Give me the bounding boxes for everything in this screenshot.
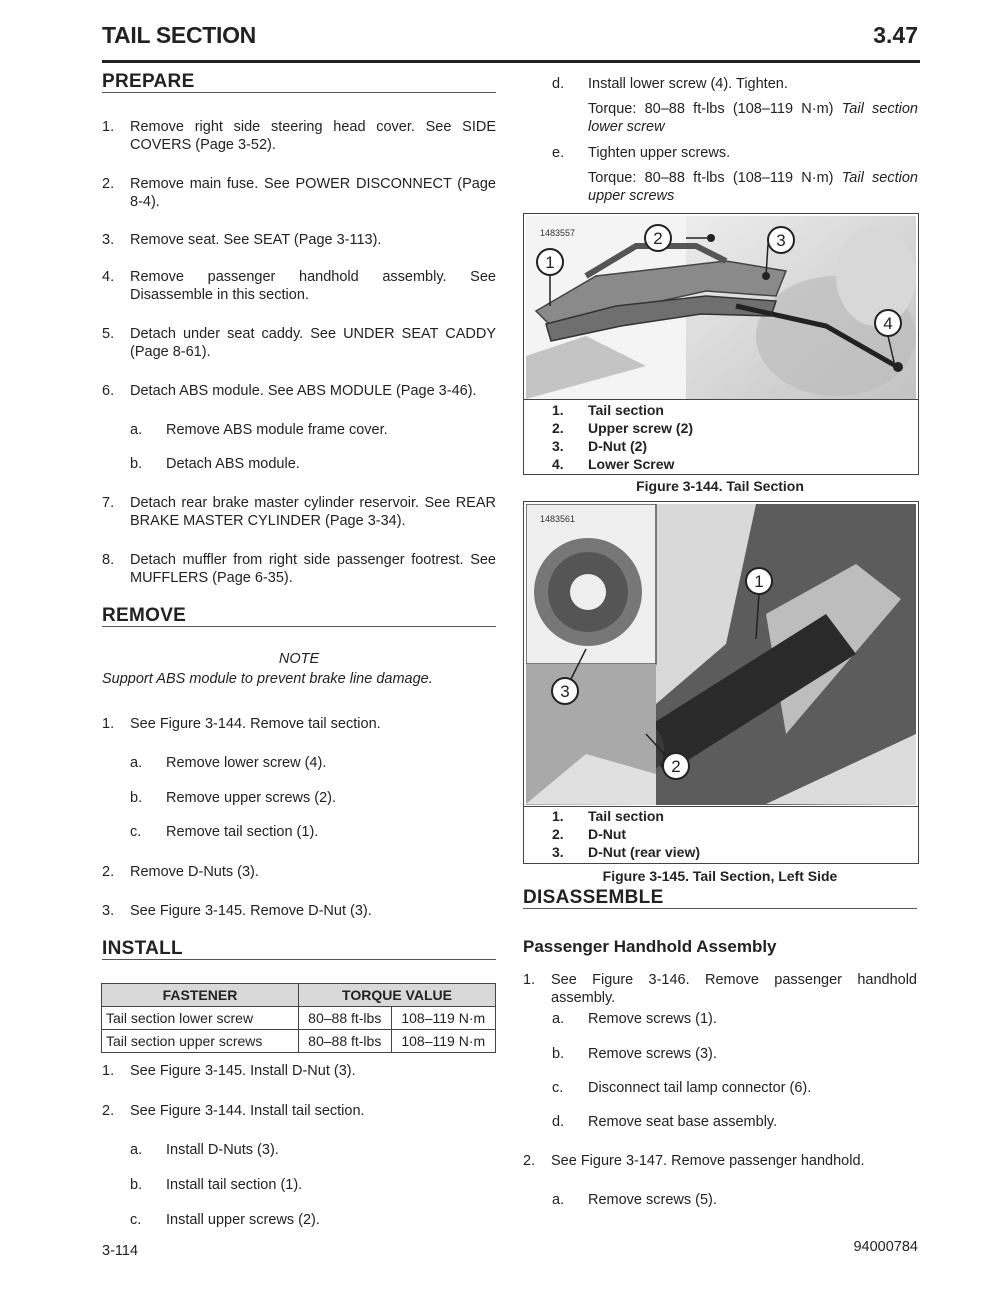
callout-3 xyxy=(768,227,794,253)
remove-rule xyxy=(102,626,496,627)
remove-step-3: 3. See Figure 3-145. Remove D-Nut (3). xyxy=(102,903,372,919)
svg-text:1: 1 xyxy=(754,572,764,591)
remove-step-1b: b. Remove upper screws (2). xyxy=(130,790,337,806)
callout-1 xyxy=(537,249,563,275)
install-step-2: 2. See Figure 3-144. Install tail section. xyxy=(102,1103,365,1119)
install-step-2d: d. Install lower screw (4). Tighten. xyxy=(552,76,788,92)
prepare-step-4: 4. Remove passenger handhold assembly. See Disassemble in this section. xyxy=(102,269,496,303)
callout-2 xyxy=(663,753,689,779)
figure-id-label: 1483561 xyxy=(540,514,576,524)
prepare-step-2: 2. Remove main fuse. See POWER DISCONNECT (Page 8-4). xyxy=(102,176,496,210)
svg-text:4: 4 xyxy=(883,314,893,333)
remove-step-1c: c. Remove tail section (1). xyxy=(130,824,319,840)
figure-145-caption: Figure 3-145. Tail Section, Left Side xyxy=(602,868,838,884)
page-title: TAIL SECTION xyxy=(102,22,256,48)
remove-step-1a: a. Remove lower screw (4). xyxy=(130,755,327,771)
disassemble-step-2a: a. Remove screws (5). xyxy=(552,1192,717,1208)
legend-item: 4. Lower Screw xyxy=(552,456,675,472)
prepare-step-1: 1. Remove right side steering head cover. See SIDE COVERS (Page 3-52). xyxy=(102,119,496,153)
callout-3 xyxy=(552,678,578,704)
table-row xyxy=(102,1007,496,1030)
prepare-step-3: 3. Remove seat. See SEAT (Page 3-113). xyxy=(102,232,382,248)
install-rule xyxy=(102,959,496,960)
prepare-step-5: 5. Detach under seat caddy. See UNDER SEAT CADDY (Page 8-61). xyxy=(102,326,496,360)
torque-nm-cell: 108–119 N·m xyxy=(391,1007,495,1030)
figure-3-145 xyxy=(523,501,919,864)
tail-section-illustration xyxy=(526,216,916,399)
prepare-rule xyxy=(102,92,496,93)
header-rule xyxy=(102,60,920,63)
disassemble-step-2: 2. See Figure 3-147. Remove passenger handhold. xyxy=(523,1153,865,1169)
legend-item: 2. Upper screw (2) xyxy=(552,420,694,436)
install-step-1: 1. See Figure 3-145. Install D-Nut (3). xyxy=(102,1063,356,1079)
install-heading: INSTALL xyxy=(102,938,183,959)
figure-144-caption: Figure 3-144. Tail Section xyxy=(636,478,804,494)
svg-text:3: 3 xyxy=(560,682,570,701)
disassemble-step-1a: a. Remove screws (1). xyxy=(552,1011,717,1027)
disassemble-step-1c: c. Disconnect tail lamp connector (6). xyxy=(552,1080,812,1096)
prepare-step-6a: a. Remove ABS module frame cover. xyxy=(130,422,388,438)
section-page-number: 3.47 xyxy=(873,22,918,48)
table-header-row xyxy=(102,984,496,1007)
table-row xyxy=(102,1030,496,1053)
prepare-step-7: 7. Detach rear brake master cylinder reservoir. See REAR BRAKE MASTER CYLINDER (Page 3-34). xyxy=(102,495,496,529)
svg-text:3: 3 xyxy=(776,231,786,250)
callout-1 xyxy=(746,568,772,594)
disassemble-step-1d: d. Remove seat base assembly. xyxy=(552,1114,778,1130)
disassemble-step-1b: b. Remove screws (3). xyxy=(552,1046,717,1062)
col-torque-value: TORQUE VALUE xyxy=(299,984,496,1007)
prepare-heading: PREPARE xyxy=(102,71,195,92)
footer-page-number: 3-114 xyxy=(102,1243,139,1259)
install-step-2c: c. Install upper screws (2). xyxy=(130,1212,320,1228)
legend-item: 2. D-Nut xyxy=(552,826,627,842)
footer-document-number: 94000784 xyxy=(853,1239,918,1255)
fastener-cell: Tail section upper screws xyxy=(102,1030,299,1053)
figure-3-144 xyxy=(523,213,919,475)
note-title: NOTE xyxy=(278,651,320,667)
legend-divider xyxy=(524,399,918,400)
figure-144-legend xyxy=(552,401,912,473)
install-step-2e: e. Tighten upper screws. xyxy=(552,145,731,161)
note-text: Support ABS module to prevent brake line damage. xyxy=(102,671,433,687)
fastener-torque-table xyxy=(101,983,496,1053)
remove-heading: REMOVE xyxy=(102,605,187,626)
passenger-handhold-subheading: Passenger Handhold Assembly xyxy=(523,937,777,956)
remove-step-2: 2. Remove D-Nuts (3). xyxy=(102,864,259,880)
legend-item: 3. D-Nut (2) xyxy=(552,438,648,454)
install-step-2b: b. Install tail section (1). xyxy=(130,1177,303,1193)
disassemble-heading: DISASSEMBLE xyxy=(523,887,664,908)
torque-spec-lower-screw: Torque: 80–88 ft-lbs (108–119 N·m) Tail section lower screw xyxy=(588,101,918,135)
disassemble-rule xyxy=(523,908,917,909)
prepare-step-6b: b. Detach ABS module. xyxy=(130,456,300,472)
col-fastener: FASTENER xyxy=(102,984,299,1007)
legend-item: 1. Tail section xyxy=(552,808,664,824)
callout-2 xyxy=(645,225,671,251)
legend-item: 1. Tail section xyxy=(552,402,664,418)
svg-text:2: 2 xyxy=(653,229,663,248)
remove-step-1: 1. See Figure 3-144. Remove tail section. xyxy=(102,716,381,732)
torque-ftlb-cell: 80–88 ft-lbs xyxy=(299,1007,392,1030)
callout-4 xyxy=(875,310,901,336)
fastener-cell: Tail section lower screw xyxy=(102,1007,299,1030)
torque-nm-cell: 108–119 N·m xyxy=(391,1030,495,1053)
disassemble-step-1: 1. See Figure 3-146. Remove passenger handhold assembly. xyxy=(523,972,917,1006)
install-step-2a: a. Install D-Nuts (3). xyxy=(130,1142,279,1158)
torque-ftlb-cell: 80–88 ft-lbs xyxy=(299,1030,392,1053)
svg-text:2: 2 xyxy=(671,757,681,776)
torque-spec-upper-screws: Torque: 80–88 ft-lbs (108–119 N·m) Tail section upper screws xyxy=(588,170,918,204)
prepare-step-6: 6. Detach ABS module. See ABS MODULE (Page 3-46). xyxy=(102,383,477,399)
tail-section-left-side-illustration xyxy=(526,504,916,805)
prepare-step-8: 8. Detach muffler from right side passenger footrest. See MUFFLERS (Page 6-35). xyxy=(102,552,496,586)
svg-text:1: 1 xyxy=(545,253,555,272)
figure-145-legend xyxy=(552,807,912,861)
legend-item: 3. D-Nut (rear view) xyxy=(552,844,701,860)
figure-id-label: 1483557 xyxy=(540,228,576,238)
